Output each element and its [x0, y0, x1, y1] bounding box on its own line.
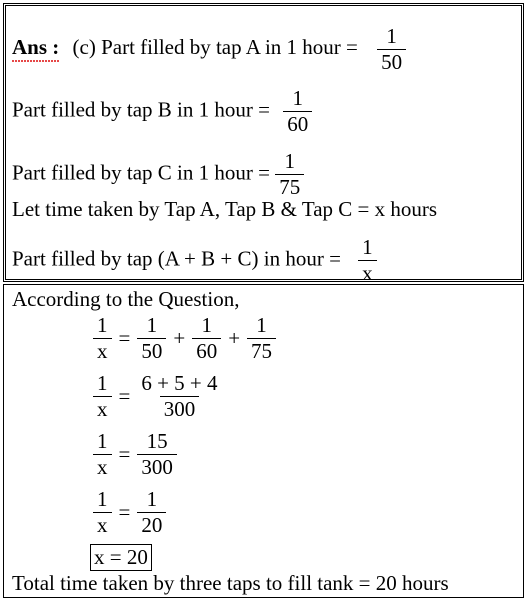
line-tap-c [12, 151, 307, 198]
fraction-numerator: 1 [97, 429, 108, 453]
tap-c-fraction [275, 151, 304, 198]
fraction-denominator: x [358, 260, 377, 284]
fraction-denominator: 60 [192, 338, 221, 362]
fraction-numerator: 1 [97, 313, 108, 337]
fraction-denominator: 75 [275, 174, 304, 198]
equals-sign: = [118, 500, 131, 524]
intro-text: According to the Question, [12, 287, 240, 311]
equals-sign: = [118, 384, 131, 408]
line-combined [12, 237, 380, 284]
tap-b-text: Part filled by tap B in 1 hour = [12, 97, 270, 122]
let-time-text: Let time taken by Tap A, Tap B & Tap C = x hours [12, 197, 438, 221]
fraction-denominator: 50 [137, 338, 166, 362]
conclusion-text: Total time taken by three taps to fill tank = 20 hours [12, 571, 449, 595]
equation-row-2 [90, 373, 225, 420]
equation-row-4 [90, 489, 169, 536]
plus-sign: + [173, 326, 186, 350]
fraction-numerator: 1 [292, 86, 303, 110]
combined-text: Part filled by tap (A + B + C) in hour = [12, 246, 341, 271]
fraction-numerator: 15 [146, 429, 168, 453]
equals-sign: = [118, 326, 131, 350]
rhs-fraction [137, 373, 221, 420]
tap-b-fraction [283, 88, 312, 135]
fraction-numerator: 1 [284, 149, 295, 173]
fraction-denominator: 75 [247, 338, 276, 362]
plus-sign: + [228, 326, 241, 350]
term-fraction-1 [137, 315, 166, 362]
combined-fraction [358, 237, 377, 284]
tap-c-text: Part filled by tap C in 1 hour = [12, 160, 270, 185]
fraction-numerator: 1 [362, 235, 373, 259]
term-fraction-3 [247, 315, 276, 362]
term-fraction-2 [192, 315, 221, 362]
fraction-denominator: x [93, 338, 112, 362]
lhs-fraction [93, 431, 112, 478]
fraction-denominator: 300 [160, 396, 200, 420]
fraction-numerator: 1 [201, 313, 212, 337]
fraction-denominator: x [93, 396, 112, 420]
fraction-denominator: 60 [283, 111, 312, 135]
line-let-time [12, 199, 437, 220]
intro-line [12, 289, 239, 310]
fraction-numerator: 1 [146, 487, 158, 511]
conclusion-line [12, 573, 449, 594]
equals-sign: = [118, 442, 131, 466]
equation-row-3 [90, 431, 180, 478]
answer-label: Ans : [12, 35, 59, 59]
rhs-fraction [137, 489, 166, 536]
fraction-numerator: 1 [256, 313, 267, 337]
lhs-fraction [93, 315, 112, 362]
fraction-numerator: 1 [97, 371, 108, 395]
equation-row-1 [90, 315, 279, 362]
fraction-denominator: x [93, 512, 112, 536]
result-row [90, 544, 152, 571]
given-section [3, 3, 524, 285]
fraction-denominator: 300 [137, 454, 177, 478]
spellcheck-underline [12, 60, 59, 63]
fraction-numerator: 1 [386, 24, 397, 48]
fraction-denominator: x [93, 454, 112, 478]
fraction-numerator: 6 + 5 + 4 [141, 371, 218, 395]
fraction-denominator: 50 [377, 49, 406, 73]
line-tap-b [12, 88, 315, 135]
lhs-fraction [93, 373, 112, 420]
boxed-result: x = 20 [90, 544, 152, 571]
fraction-numerator: 1 [97, 487, 108, 511]
tap-a-fraction [377, 26, 406, 73]
solution-section [3, 284, 524, 598]
fraction-denominator: 20 [137, 512, 166, 536]
lhs-fraction [93, 489, 112, 536]
tap-a-text: (c) Part filled by tap A in 1 hour = [72, 35, 358, 60]
fraction-numerator: 1 [146, 313, 158, 337]
rhs-fraction [137, 431, 177, 478]
line-tap-a [12, 26, 409, 73]
